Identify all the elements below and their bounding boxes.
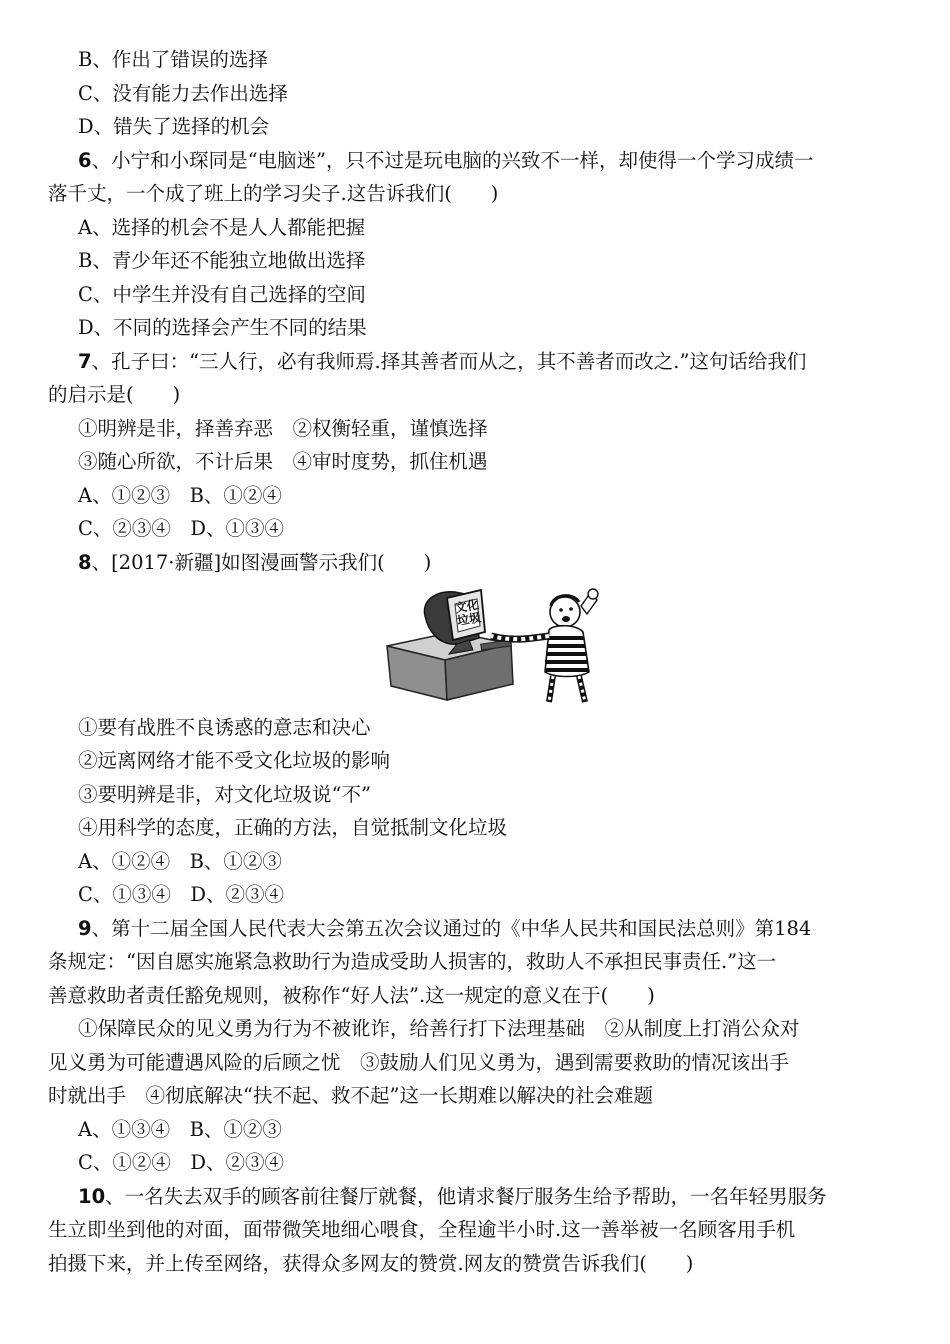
q9-stem-line-1 xyxy=(78,914,811,944)
q9-options-ab: A、①③④ B、①②③ xyxy=(78,1118,282,1141)
q6-option-a: A、选择的机会不是人人都能把握 xyxy=(78,216,366,239)
q7-stem-line-1 xyxy=(78,347,806,377)
q9-options-cd: C、①②④ D、②③④ xyxy=(78,1151,285,1174)
q8-item-2: ②远离网络才能不受文化垃圾的影响 xyxy=(78,749,391,772)
q7-items-3-4: ③随心所欲，不计后果 ④审时度势，抓住机遇 xyxy=(78,450,488,473)
q6-stem-text: 、小宁和小琛同是“电脑迷”，只不过是玩电脑的兴致不一样，却使得一个学习成绩一 xyxy=(91,149,814,172)
q6-number: 6 xyxy=(78,149,92,172)
q8-item-3: ③要明辨是非，对文化垃圾说“不” xyxy=(78,783,371,806)
q7-number: 7 xyxy=(78,350,92,373)
q8-number: 8 xyxy=(78,551,92,574)
q10-stem-line-2: 生立即坐到他的对面，面带微笑地细心喂食，全程逾半小时.这一善举被一名顾客用手机 xyxy=(48,1218,796,1241)
q10-stem-line-3: 拍摄下来，并上传至网络，获得众多网友的赞赏.网友的赞赏告诉我们( ) xyxy=(48,1252,694,1275)
q8-cartoon-sign-text: 文化垃圾 xyxy=(453,597,483,629)
q8-item-4: ④用科学的态度，正确的方法，自觉抵制文化垃圾 xyxy=(78,816,508,839)
q9-items-line-1: ①保障民众的见义勇为行为不被讹诈，给善行打下法理基础 ②从制度上打消公众对 xyxy=(78,1017,800,1040)
q9-number: 9 xyxy=(78,917,92,940)
q9-items-line-2: 见义勇为可能遭遇风险的后顾之忧 ③鼓励人们见义勇为，遇到需要救助的情况该出手 xyxy=(48,1051,790,1074)
q8-options-ab: A、①②④ B、①②③ xyxy=(78,850,282,873)
q6-stem-line-1 xyxy=(78,146,814,176)
q6-option-c: C、中学生并没有自己选择的空间 xyxy=(78,283,366,306)
q9-stem-line-3: 善意救助者责任豁免规则，被称作“好人法”.这一规定的意义在于( ) xyxy=(48,984,655,1007)
q5-option-b: B、作出了错误的选择 xyxy=(78,48,268,71)
q10-number: 10 xyxy=(78,1185,106,1208)
q7-options-cd: C、②③④ D、①③④ xyxy=(78,517,285,540)
q6-stem-line-2: 落千丈，一个成了班上的学习尖子.这告诉我们( ) xyxy=(48,182,499,205)
q9-stem-line-2: 条规定：“因自愿实施紧急救助行为造成受助人损害的，救助人不承担民事责任.”这一 xyxy=(48,950,777,973)
q6-option-d: D、不同的选择会产生不同的结果 xyxy=(78,316,367,339)
q8-options-cd: C、①③④ D、②③④ xyxy=(78,883,285,906)
q9-stem-text: 、第十二届全国人民代表大会第五次会议通过的《中华人民共和国民法总则》第184 xyxy=(91,917,812,940)
q9-items-line-3: 时就出手 ④彻底解决“扶不起、救不起”这一长期难以解决的社会难题 xyxy=(48,1084,653,1107)
q6-option-b: B、青少年还不能独立地做出选择 xyxy=(78,249,366,272)
q7-stem-line-2: 的启示是( ) xyxy=(48,383,181,406)
q5-option-c: C、没有能力去作出选择 xyxy=(78,82,288,105)
q5-option-d: D、错失了选择的机会 xyxy=(78,115,270,138)
q8-cartoon-illustration xyxy=(383,586,619,704)
q10-stem-line-1 xyxy=(78,1182,827,1212)
q8-stem-text: 、[2017·新疆]如图漫画警示我们( ) xyxy=(91,551,432,574)
q7-stem-text: 、孔子曰：“三人行，必有我师焉.择其善者而从之，其不善者而改之.”这句话给我们 xyxy=(91,350,807,373)
q8-stem xyxy=(78,548,431,578)
q8-item-1: ①要有战胜不良诱惑的意志和决心 xyxy=(78,716,371,739)
q7-options-ab: A、①②③ B、①②④ xyxy=(78,484,282,507)
q7-items-1-2: ①明辨是非，择善弃恶 ②权衡轻重，谨慎选择 xyxy=(78,417,488,440)
q10-stem-text: 、一名失去双手的顾客前往餐厅就餐，他请求餐厅服务生给予帮助，一名年轻男服务 xyxy=(105,1185,827,1208)
